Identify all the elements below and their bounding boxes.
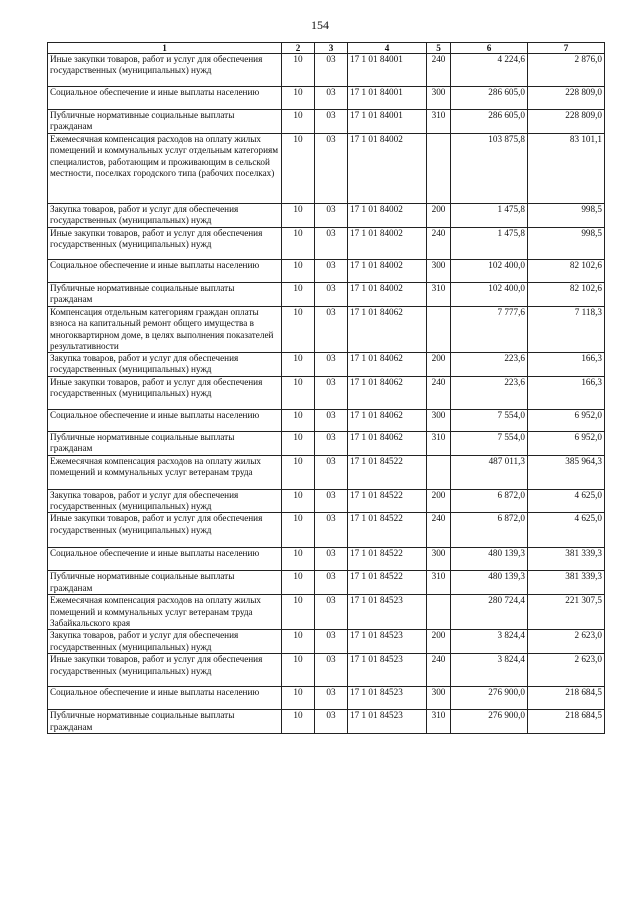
row-target-code: 17 1 01 84002: [348, 283, 427, 307]
row-name: Социальное обеспечение и иные выплаты населению: [48, 548, 282, 571]
row-value-col6: 3 824,4: [451, 654, 528, 687]
row-value-col7: 221 307,5: [528, 595, 605, 630]
row-value-col6: 103 875,8: [451, 134, 528, 204]
row-value-col6: 480 139,3: [451, 548, 528, 571]
row-value-col7: 4 625,0: [528, 489, 605, 513]
col-header-1: 1: [48, 43, 282, 54]
row-subsection: 03: [315, 204, 348, 228]
table-row: [48, 630, 605, 654]
row-subsection: 03: [315, 409, 348, 431]
row-subsection: 03: [315, 260, 348, 283]
row-subsection: 03: [315, 353, 348, 377]
row-subsection: 03: [315, 513, 348, 548]
table-row: [48, 455, 605, 489]
row-value-col7: 83 101,1: [528, 134, 605, 204]
table-row: [48, 548, 605, 571]
row-expense-type: 310: [427, 110, 451, 134]
row-target-code: 17 1 01 84001: [348, 110, 427, 134]
row-name: Публичные нормативные социальные выплаты гражданам: [48, 283, 282, 307]
row-target-code: 17 1 01 84522: [348, 489, 427, 513]
row-expense-type: 240: [427, 54, 451, 87]
row-expense-type: 200: [427, 489, 451, 513]
row-expense-type: 240: [427, 376, 451, 409]
row-value-col6: 480 139,3: [451, 571, 528, 595]
row-target-code: 17 1 01 84062: [348, 431, 427, 455]
table-row: [48, 489, 605, 513]
row-value-col6: 3 824,4: [451, 630, 528, 654]
table-row: [48, 710, 605, 734]
row-value-col6: 1 475,8: [451, 228, 528, 260]
row-target-code: 17 1 01 84002: [348, 260, 427, 283]
row-subsection: 03: [315, 489, 348, 513]
table-body: [48, 54, 605, 734]
row-name: Социальное обеспечение и иные выплаты населению: [48, 260, 282, 283]
row-section: 10: [282, 376, 315, 409]
row-value-col7: 4 625,0: [528, 513, 605, 548]
row-target-code: 17 1 01 84062: [348, 409, 427, 431]
row-subsection: 03: [315, 431, 348, 455]
budget-table: [47, 42, 605, 734]
row-expense-type: [427, 455, 451, 489]
row-subsection: 03: [315, 54, 348, 87]
row-target-code: 17 1 01 84522: [348, 548, 427, 571]
row-target-code: 17 1 01 84062: [348, 307, 427, 353]
row-value-col7: 998,5: [528, 228, 605, 260]
row-value-col6: 276 900,0: [451, 687, 528, 710]
row-subsection: 03: [315, 571, 348, 595]
row-subsection: 03: [315, 595, 348, 630]
row-name: Публичные нормативные социальные выплаты гражданам: [48, 431, 282, 455]
row-value-col7: 166,3: [528, 376, 605, 409]
row-target-code: 17 1 01 84062: [348, 376, 427, 409]
row-subsection: 03: [315, 134, 348, 204]
row-value-col6: 7 777,6: [451, 307, 528, 353]
row-section: 10: [282, 110, 315, 134]
row-name: Закупка товаров, работ и услуг для обеспечения государственных (муниципальных) нужд: [48, 353, 282, 377]
row-value-col7: 998,5: [528, 204, 605, 228]
row-value-col6: 102 400,0: [451, 283, 528, 307]
row-expense-type: 300: [427, 260, 451, 283]
table-row: [48, 376, 605, 409]
row-expense-type: 300: [427, 409, 451, 431]
row-value-col6: 223,6: [451, 376, 528, 409]
row-expense-type: [427, 307, 451, 353]
row-section: 10: [282, 228, 315, 260]
row-section: 10: [282, 431, 315, 455]
row-subsection: 03: [315, 87, 348, 110]
row-name: Иные закупки товаров, работ и услуг для обеспечения государственных (муниципальных) нужд: [48, 54, 282, 87]
row-expense-type: [427, 134, 451, 204]
row-subsection: 03: [315, 630, 348, 654]
row-expense-type: 300: [427, 87, 451, 110]
col-header-4: 4: [348, 43, 427, 54]
row-subsection: 03: [315, 710, 348, 734]
row-name: Социальное обеспечение и иные выплаты населению: [48, 687, 282, 710]
row-subsection: 03: [315, 228, 348, 260]
row-name: Иные закупки товаров, работ и услуг для обеспечения государственных (муниципальных) нужд: [48, 228, 282, 260]
row-value-col6: 6 872,0: [451, 513, 528, 548]
row-section: 10: [282, 54, 315, 87]
row-section: 10: [282, 571, 315, 595]
row-value-col6: 286 605,0: [451, 87, 528, 110]
row-value-col6: 276 900,0: [451, 710, 528, 734]
row-value-col7: 6 952,0: [528, 409, 605, 431]
row-value-col7: 82 102,6: [528, 283, 605, 307]
table-row: [48, 654, 605, 687]
row-section: 10: [282, 548, 315, 571]
row-name: Публичные нормативные социальные выплаты гражданам: [48, 710, 282, 734]
row-expense-type: 200: [427, 204, 451, 228]
row-value-col7: 82 102,6: [528, 260, 605, 283]
row-expense-type: 240: [427, 513, 451, 548]
row-target-code: 17 1 01 84523: [348, 654, 427, 687]
row-name: Ежемесячная компенсация расходов на оплату жилых помещений и коммунальных услуг ветеранам труда Забайкальского края: [48, 595, 282, 630]
row-target-code: 17 1 01 84001: [348, 87, 427, 110]
row-section: 10: [282, 710, 315, 734]
row-target-code: 17 1 01 84523: [348, 687, 427, 710]
row-target-code: 17 1 01 84002: [348, 204, 427, 228]
row-value-col7: 2 876,0: [528, 54, 605, 87]
row-value-col7: 228 809,0: [528, 110, 605, 134]
row-target-code: 17 1 01 84062: [348, 353, 427, 377]
row-expense-type: 240: [427, 654, 451, 687]
row-section: 10: [282, 630, 315, 654]
row-subsection: 03: [315, 376, 348, 409]
row-name: Иные закупки товаров, работ и услуг для обеспечения государственных (муниципальных) нужд: [48, 513, 282, 548]
row-subsection: 03: [315, 110, 348, 134]
row-value-col7: 2 623,0: [528, 630, 605, 654]
row-value-col7: 166,3: [528, 353, 605, 377]
row-section: 10: [282, 654, 315, 687]
row-name: Ежемесячная компенсация расходов на оплату жилых помещений и коммунальных услуг отдельным категориям специалистов, работающим и проживающим в сельской местности, поселках городского типа (рабочих поселках): [48, 134, 282, 204]
row-section: 10: [282, 687, 315, 710]
row-value-col6: 102 400,0: [451, 260, 528, 283]
row-value-col6: 223,6: [451, 353, 528, 377]
header-row: [48, 43, 605, 54]
row-target-code: 17 1 01 84523: [348, 595, 427, 630]
row-expense-type: 240: [427, 228, 451, 260]
table-row: [48, 353, 605, 377]
row-expense-type: [427, 595, 451, 630]
col-header-2: 2: [282, 43, 315, 54]
row-section: 10: [282, 489, 315, 513]
row-expense-type: 200: [427, 353, 451, 377]
row-value-col7: 218 684,5: [528, 710, 605, 734]
col-header-7: 7: [528, 43, 605, 54]
table-row: [48, 54, 605, 87]
col-header-5: 5: [427, 43, 451, 54]
page-number: 154: [311, 18, 329, 32]
row-subsection: 03: [315, 654, 348, 687]
row-target-code: 17 1 01 84523: [348, 710, 427, 734]
row-value-col7: 6 952,0: [528, 431, 605, 455]
row-name: Иные закупки товаров, работ и услуг для обеспечения государственных (муниципальных) нужд: [48, 654, 282, 687]
row-section: 10: [282, 260, 315, 283]
table-row: [48, 204, 605, 228]
row-expense-type: 310: [427, 431, 451, 455]
table-row: [48, 571, 605, 595]
row-name: Ежемесячная компенсация расходов на оплату жилых помещений и коммунальных услуг ветеранам труда: [48, 455, 282, 489]
table-row: [48, 431, 605, 455]
row-subsection: 03: [315, 283, 348, 307]
table-row: [48, 283, 605, 307]
row-name: Закупка товаров, работ и услуг для обеспечения государственных (муниципальных) нужд: [48, 630, 282, 654]
row-section: 10: [282, 353, 315, 377]
row-value-col7: 218 684,5: [528, 687, 605, 710]
row-target-code: 17 1 01 84002: [348, 228, 427, 260]
row-value-col6: 7 554,0: [451, 409, 528, 431]
row-target-code: 17 1 01 84522: [348, 455, 427, 489]
table-row: [48, 513, 605, 548]
row-expense-type: 310: [427, 710, 451, 734]
row-section: 10: [282, 307, 315, 353]
row-value-col7: 381 339,3: [528, 548, 605, 571]
table-row: [48, 110, 605, 134]
row-value-col6: 280 724,4: [451, 595, 528, 630]
table-row: [48, 228, 605, 260]
row-target-code: 17 1 01 84001: [348, 54, 427, 87]
row-value-col6: 7 554,0: [451, 431, 528, 455]
row-value-col6: 1 475,8: [451, 204, 528, 228]
row-name: Компенсация отдельным категориям граждан оплаты взноса на капитальный ремонт общего имущества в многоквартирном доме, в целях выполнения показателей результативности: [48, 307, 282, 353]
table-row: [48, 595, 605, 630]
col-header-3: 3: [315, 43, 348, 54]
row-expense-type: 300: [427, 548, 451, 571]
row-value-col6: 6 872,0: [451, 489, 528, 513]
row-subsection: 03: [315, 548, 348, 571]
row-expense-type: 310: [427, 283, 451, 307]
row-value-col6: 286 605,0: [451, 110, 528, 134]
row-value-col6: 4 224,6: [451, 54, 528, 87]
row-section: 10: [282, 409, 315, 431]
row-value-col7: 228 809,0: [528, 87, 605, 110]
row-name: Закупка товаров, работ и услуг для обеспечения государственных (муниципальных) нужд: [48, 489, 282, 513]
row-value-col7: 381 339,3: [528, 571, 605, 595]
row-section: 10: [282, 87, 315, 110]
row-name: Иные закупки товаров, работ и услуг для обеспечения государственных (муниципальных) нужд: [48, 376, 282, 409]
row-expense-type: 310: [427, 571, 451, 595]
row-name: Публичные нормативные социальные выплаты гражданам: [48, 571, 282, 595]
row-target-code: 17 1 01 84523: [348, 630, 427, 654]
table-row: [48, 87, 605, 110]
row-value-col7: 7 118,3: [528, 307, 605, 353]
row-target-code: 17 1 01 84522: [348, 571, 427, 595]
row-name: Социальное обеспечение и иные выплаты населению: [48, 87, 282, 110]
table-row: [48, 409, 605, 431]
table-row: [48, 260, 605, 283]
row-name: Социальное обеспечение и иные выплаты населению: [48, 409, 282, 431]
row-section: 10: [282, 595, 315, 630]
row-value-col7: 2 623,0: [528, 654, 605, 687]
table-row: [48, 134, 605, 204]
row-subsection: 03: [315, 307, 348, 353]
row-value-col6: 487 011,3: [451, 455, 528, 489]
row-section: 10: [282, 455, 315, 489]
row-section: 10: [282, 204, 315, 228]
row-section: 10: [282, 283, 315, 307]
row-section: 10: [282, 513, 315, 548]
row-target-code: 17 1 01 84522: [348, 513, 427, 548]
row-expense-type: 300: [427, 687, 451, 710]
row-name: Закупка товаров, работ и услуг для обеспечения государственных (муниципальных) нужд: [48, 204, 282, 228]
row-section: 10: [282, 134, 315, 204]
row-subsection: 03: [315, 687, 348, 710]
table-row: [48, 307, 605, 353]
row-target-code: 17 1 01 84002: [348, 134, 427, 204]
row-expense-type: 200: [427, 630, 451, 654]
table-row: [48, 687, 605, 710]
col-header-6: 6: [451, 43, 528, 54]
row-value-col7: 385 964,3: [528, 455, 605, 489]
row-name: Публичные нормативные социальные выплаты гражданам: [48, 110, 282, 134]
row-subsection: 03: [315, 455, 348, 489]
